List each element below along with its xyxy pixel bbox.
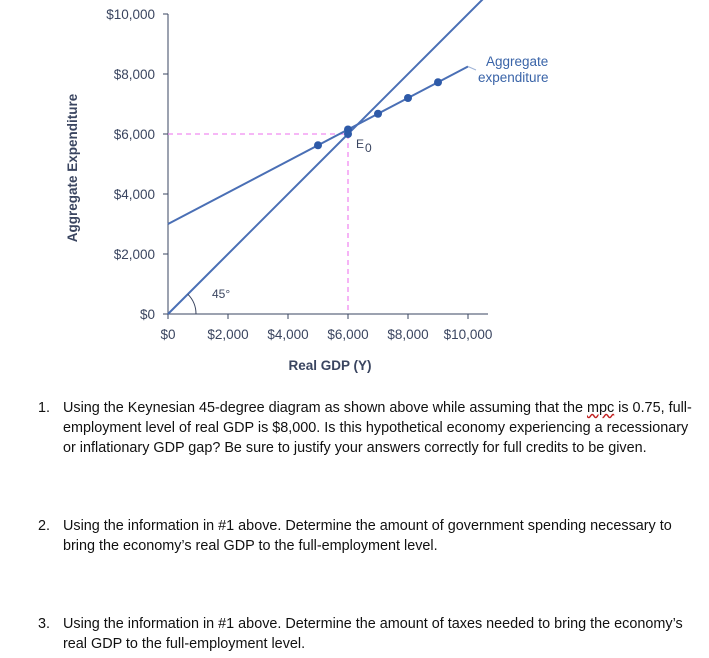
question-text-part: Using the Keynesian 45-degree diagram as shown above while assuming that the: [63, 400, 587, 416]
question-text: [63, 398, 693, 458]
questions-section: [38, 398, 693, 654]
legend-label-line-1: Aggregate: [486, 54, 549, 69]
equilibrium-subscript: 0: [365, 141, 372, 155]
y-tick-label: $2,000: [113, 247, 155, 262]
legend-leader-line: [468, 67, 476, 71]
legend-label-line-2: expenditure: [478, 70, 549, 85]
y-tick-label: $10,000: [106, 7, 155, 22]
question-2: [38, 516, 693, 556]
plot-area: [106, 0, 492, 342]
equilibrium-label: E: [356, 137, 365, 151]
x-tick-label: $0: [160, 327, 176, 342]
data-point-marker: [434, 78, 442, 86]
question-number: 2.: [38, 518, 51, 534]
equilibrium-marker: [344, 130, 352, 138]
x-tick-label: $10,000: [443, 327, 493, 342]
x-tick-label: $4,000: [267, 327, 309, 342]
y-tick-label: $4,000: [113, 187, 155, 202]
angle-label: 45°: [212, 287, 231, 301]
x-tick-label: $8,000: [387, 327, 429, 342]
forty-five-degree-line: [168, 0, 483, 314]
x-axis-title: Real GDP (Y): [288, 358, 372, 373]
x-tick-label: $6,000: [327, 327, 369, 342]
angle-arc: [188, 294, 196, 314]
y-tick-label: $8,000: [113, 67, 155, 82]
question-text: Using the information in #1 above. Determine the amount of taxes needed to bring the economy’s real GDP to the full-employment level.: [63, 616, 683, 652]
y-tick-label: $6,000: [113, 127, 155, 142]
y-tick-label: $0: [139, 307, 155, 322]
data-point-marker: [404, 94, 412, 102]
data-point-marker: [314, 141, 322, 149]
question-1: [38, 398, 693, 458]
x-tick-label: $2,000: [207, 327, 249, 342]
mpc-term: mpc: [586, 400, 615, 416]
question-3: [38, 614, 693, 654]
question-text-part: is 0.75, full-employment level of real GDP is $8,000. Is this hypothetical economy experiencing a recessionary or inflationary GDP gap? Be sure to justify your answers correctly for full credits to be given.: [63, 400, 692, 456]
question-number: 1.: [38, 400, 51, 416]
question-number: 3.: [38, 616, 51, 632]
data-point-marker: [374, 110, 382, 118]
y-axis-title: Aggregate Expenditure: [65, 93, 80, 243]
question-text: Using the information in #1 above. Determine the amount of government spending necessary to bring the economy’s real GDP to the full-employment level.: [63, 518, 672, 554]
